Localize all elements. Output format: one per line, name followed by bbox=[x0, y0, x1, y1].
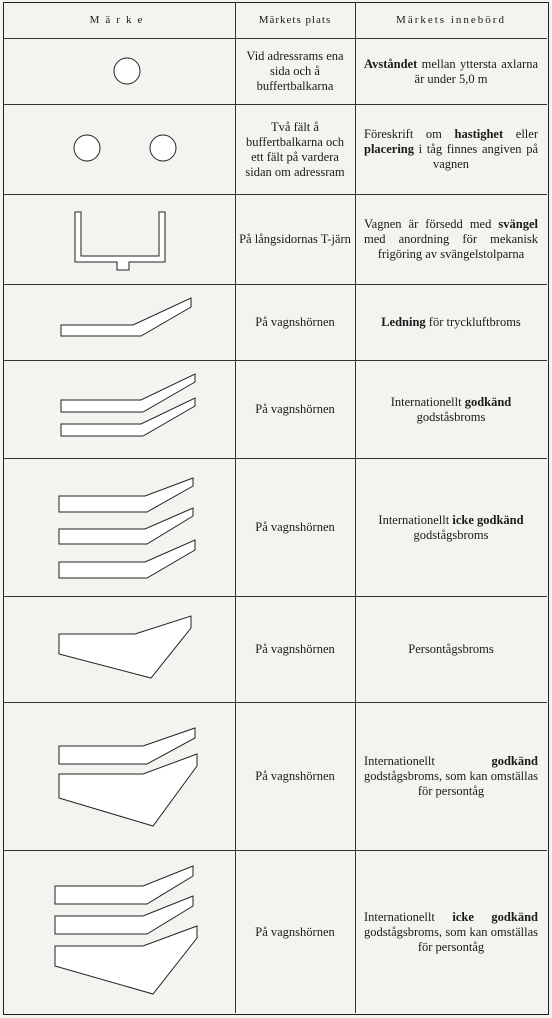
row-meaning: Ledning för tryckluftbroms bbox=[381, 315, 521, 329]
brake-bar-icon bbox=[59, 540, 195, 578]
header-place: Märkets plats bbox=[258, 14, 332, 26]
row-place: På vagnshörnen bbox=[255, 520, 335, 534]
brake-bar-icon bbox=[55, 866, 193, 904]
row-place: Vid adressrams ena sida och å buffertbalkarna bbox=[246, 49, 344, 93]
row-meaning: Vagnen är försedd med svängel med anordning för mekanisk frigöring av svängelstolparna bbox=[364, 217, 538, 261]
row-meaning: Internationellt icke godkänd godstågsbroms, som kan omställas för persontåg bbox=[364, 909, 538, 954]
row-meaning: Internationellt icke godkänd godstågsbroms bbox=[378, 512, 524, 542]
row-place: Två fält å buffertbalkarna och ett fält på vardera sidan om adressram bbox=[245, 119, 345, 179]
brake-bar-icon bbox=[59, 508, 193, 544]
row-place: På vagnshörnen bbox=[255, 769, 335, 783]
row-meaning: Avståndet mellan yttersta axlarna är under 5,0 m bbox=[364, 56, 538, 86]
brake-bar-icon bbox=[59, 478, 193, 512]
marks-column bbox=[3, 2, 235, 1013]
header-meaning: Märkets innebörd bbox=[396, 14, 506, 26]
signs-table bbox=[3, 2, 549, 1015]
brake-wedge-icon bbox=[59, 754, 197, 826]
row-meaning: Internationellt godkänd godståsbroms bbox=[390, 394, 512, 424]
row-place: På vagnshörnen bbox=[255, 924, 335, 939]
brake-bar-icon bbox=[59, 728, 195, 764]
brake-wedge-icon bbox=[59, 616, 191, 678]
brake-bar-icon bbox=[61, 374, 195, 412]
row-meaning: Föreskrift om hastighet eller placering i tåg finnes angiven på vagnen bbox=[364, 127, 538, 171]
brake-bar-icon bbox=[61, 298, 191, 336]
brake-wedge-icon bbox=[55, 926, 197, 994]
t-iron-bracket-icon bbox=[75, 212, 165, 270]
row-place: På vagnshörnen bbox=[255, 642, 335, 656]
circle-mark-icon bbox=[74, 135, 100, 161]
row-place: På långsidornas T-järn bbox=[239, 232, 351, 246]
row-meaning: Persontågsbroms bbox=[408, 642, 494, 656]
header-mark: Märke bbox=[89, 14, 149, 26]
row-place: På vagnshörnen bbox=[255, 315, 335, 329]
row-meaning: Internationellt godkänd godstågsbroms, som kan omställas för persontåg bbox=[364, 754, 538, 798]
circle-mark-icon bbox=[150, 135, 176, 161]
circle-mark-icon bbox=[114, 58, 140, 84]
row-place: På vagnshörnen bbox=[255, 402, 335, 416]
